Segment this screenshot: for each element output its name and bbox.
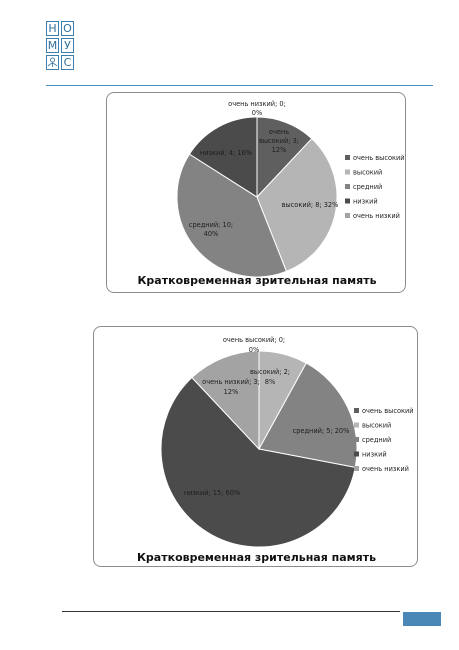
data-label-4: очень низкий; 0; 0% xyxy=(228,100,286,117)
legend-swatch-3 xyxy=(345,199,350,204)
footer-divider xyxy=(62,611,400,612)
header-divider xyxy=(46,85,433,86)
legend-swatch-1 xyxy=(345,170,350,175)
data-label-1: высокий; 2; 8% xyxy=(249,368,291,386)
data-label-3: низкий; 15; 60% xyxy=(183,489,241,497)
legend-label-1: высокий xyxy=(353,168,383,177)
legend-swatch-0 xyxy=(354,408,359,413)
legend-label-3: низкий xyxy=(362,450,387,459)
pie-chart-1 xyxy=(106,92,406,293)
legend-label-0: очень высокий xyxy=(353,154,405,162)
legend-label-3: низкий xyxy=(353,197,378,206)
logo-letter: У xyxy=(61,38,74,53)
legend-label-2: средний xyxy=(353,183,383,191)
data-label-2: средний; 10; 40% xyxy=(188,221,234,238)
logo-letter: Н xyxy=(46,21,59,36)
legend-swatch-1 xyxy=(354,423,359,428)
legend-label-4: очень низкий xyxy=(362,465,409,473)
nomus-logo xyxy=(46,21,74,72)
logo-letter: О xyxy=(61,21,74,36)
data-label-4: очень низкий; 3; 12% xyxy=(202,378,260,396)
pie-chart-2-svg xyxy=(94,327,419,568)
legend-swatch-3 xyxy=(354,452,359,457)
legend-label-2: средний xyxy=(362,436,392,444)
legend-label-4: очень низкий xyxy=(353,212,400,220)
data-label-0: очень высокий; 3; 12% xyxy=(258,128,300,154)
logo-letter: С xyxy=(61,55,74,70)
pie-chart-2 xyxy=(93,326,418,567)
legend-label-1: высокий xyxy=(362,421,392,430)
legend-swatch-4 xyxy=(354,466,359,471)
data-label-0: очень высокий; 0; 0% xyxy=(222,336,286,354)
chart-title: Кратковременная зрительная память xyxy=(137,274,377,287)
logo-letter: М xyxy=(47,39,58,52)
pie-chart-1-svg xyxy=(107,93,407,294)
data-label-3: низкий; 4; 16% xyxy=(199,149,253,157)
data-label-2: средний; 5; 20% xyxy=(292,427,350,435)
data-label-1: высокий; 8; 32% xyxy=(281,201,339,209)
legend-swatch-2 xyxy=(345,184,350,189)
legend-swatch-2 xyxy=(354,437,359,442)
legend-label-0: очень высокий xyxy=(362,407,414,415)
footer-accent-block xyxy=(403,612,441,626)
legend-swatch-4 xyxy=(345,213,350,218)
logo-emblem-icon xyxy=(46,55,59,70)
chart-title: Кратковременная зрительная память xyxy=(136,551,377,564)
legend-swatch-0 xyxy=(345,155,350,160)
